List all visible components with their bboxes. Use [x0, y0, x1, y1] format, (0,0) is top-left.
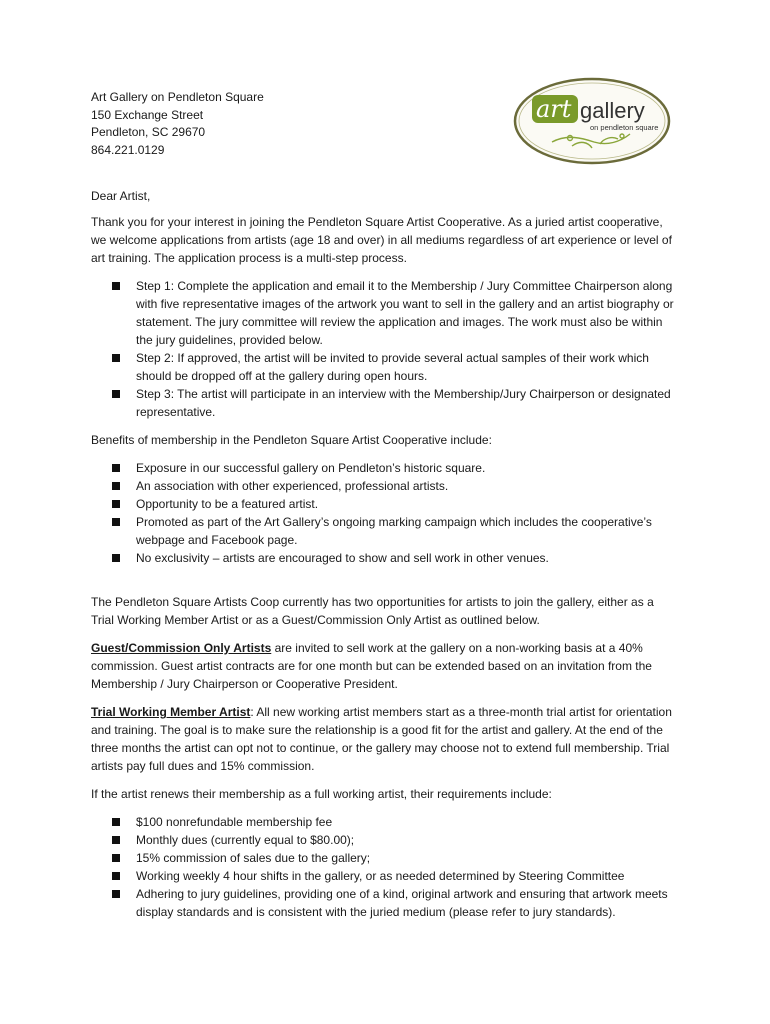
list-item: Monthly dues (currently equal to $80.00);	[91, 831, 676, 849]
bullet-square-icon	[112, 854, 120, 862]
bullet-square-icon	[112, 500, 120, 508]
guest-artist-paragraph	[91, 639, 676, 693]
benefits-list	[91, 459, 676, 567]
gallery-logo	[512, 76, 672, 166]
trial-artist-heading: Trial Working Member Artist	[91, 705, 251, 719]
bullet-square-icon	[112, 890, 120, 898]
list-item: Step 2: If approved, the artist will be invited to provide several actual samples of their work which should be dropped off at the gallery during open hours.	[91, 349, 676, 385]
list-item: No exclusivity – artists are encouraged to show and sell work in other venues.	[91, 549, 676, 567]
intro-paragraph: Thank you for your interest in joining the Pendleton Square Artist Cooperative. As a juried artist cooperative, we welcome applications from artists (age 18 and over) in all mediums regardless of art experience or level of art training. The application process is a multi-step process.	[91, 215, 672, 265]
phone-number: 864.221.0129	[91, 142, 165, 157]
guest-artist-text: are invited to sell work at the gallery on a non-working basis at a 40% commission. Guest artist contracts are for one month but can be extended based on an invitation from the Membership / Jury Chairperson or Cooperative President.	[91, 641, 652, 691]
bullet-square-icon	[112, 354, 120, 362]
list-item: $100 nonrefundable membership fee	[91, 813, 676, 831]
steps-list	[91, 277, 676, 421]
bullet-square-icon	[112, 390, 120, 398]
logo-word-gallery: gallery	[580, 98, 645, 123]
letter-body	[91, 187, 676, 931]
trial-artist-text: : All new working artist members start as a three-month trial artist for orientation and training. The goal is to make sure the relationship is a good fit for the artist and gallery. At the end of the three months the artist can opt not to continue, or the gallery may choose not to extend full membership. Trial artists pay full dues and 15% commission.	[91, 705, 672, 773]
spacer	[91, 577, 676, 593]
requirements-list	[91, 813, 676, 921]
list-item: Step 1: Complete the application and email it to the Membership / Jury Committee Chairperson along with five representative images of the artwork you want to sell in the gallery and an artist biography or statement. The jury committee will review the application and images. The work must also be within the jury guidelines, provided below.	[91, 277, 676, 349]
renew-intro: If the artist renews their membership as a full working artist, their requirements include:	[91, 787, 552, 801]
opportunities-paragraph: The Pendleton Square Artists Coop currently has two opportunities for artists to join the gallery, either as a Trial Working Member Artist or as a Guest/Commission Only Artist as outlined below.	[91, 595, 654, 627]
list-item: Adhering to jury guidelines, providing one of a kind, original artwork and ensuring that artwork meets display standards and is consistent with the juried medium (please refer to jury standards).	[91, 885, 676, 921]
logo-tagline: on pendleton square	[590, 123, 659, 132]
list-item: An association with other experienced, professional artists.	[91, 477, 676, 495]
trial-artist-paragraph	[91, 703, 676, 775]
bullet-square-icon	[112, 464, 120, 472]
address-block	[91, 89, 264, 159]
list-item: Exposure in our successful gallery on Pendleton’s historic square.	[91, 459, 676, 477]
bullet-square-icon	[112, 818, 120, 826]
benefits-intro: Benefits of membership in the Pendleton Square Artist Cooperative include:	[91, 433, 492, 447]
gallery-name: Art Gallery on Pendleton Square	[91, 90, 264, 104]
bullet-square-icon	[112, 482, 120, 490]
list-item: Opportunity to be a featured artist.	[91, 495, 676, 513]
bullet-square-icon	[112, 282, 120, 290]
bullet-square-icon	[112, 518, 120, 526]
bullet-square-icon	[112, 554, 120, 562]
street-address: 150 Exchange Street	[91, 107, 204, 122]
list-item: Working weekly 4 hour shifts in the gallery, or as needed determined by Steering Committee	[91, 867, 676, 885]
list-item: Step 3: The artist will participate in an interview with the Membership/Jury Chairperson or designated representative.	[91, 385, 676, 421]
bullet-square-icon	[112, 872, 120, 880]
city-state-zip: Pendleton, SC 29670	[91, 125, 206, 139]
logo-word-art: art	[536, 95, 572, 123]
list-item: 15% commission of sales due to the gallery;	[91, 849, 676, 867]
list-item: Promoted as part of the Art Gallery’s ongoing marking campaign which includes the cooperative’s webpage and Facebook page.	[91, 513, 676, 549]
guest-artist-heading: Guest/Commission Only Artists	[91, 641, 272, 655]
salutation: Dear Artist,	[91, 189, 151, 203]
bullet-square-icon	[112, 836, 120, 844]
